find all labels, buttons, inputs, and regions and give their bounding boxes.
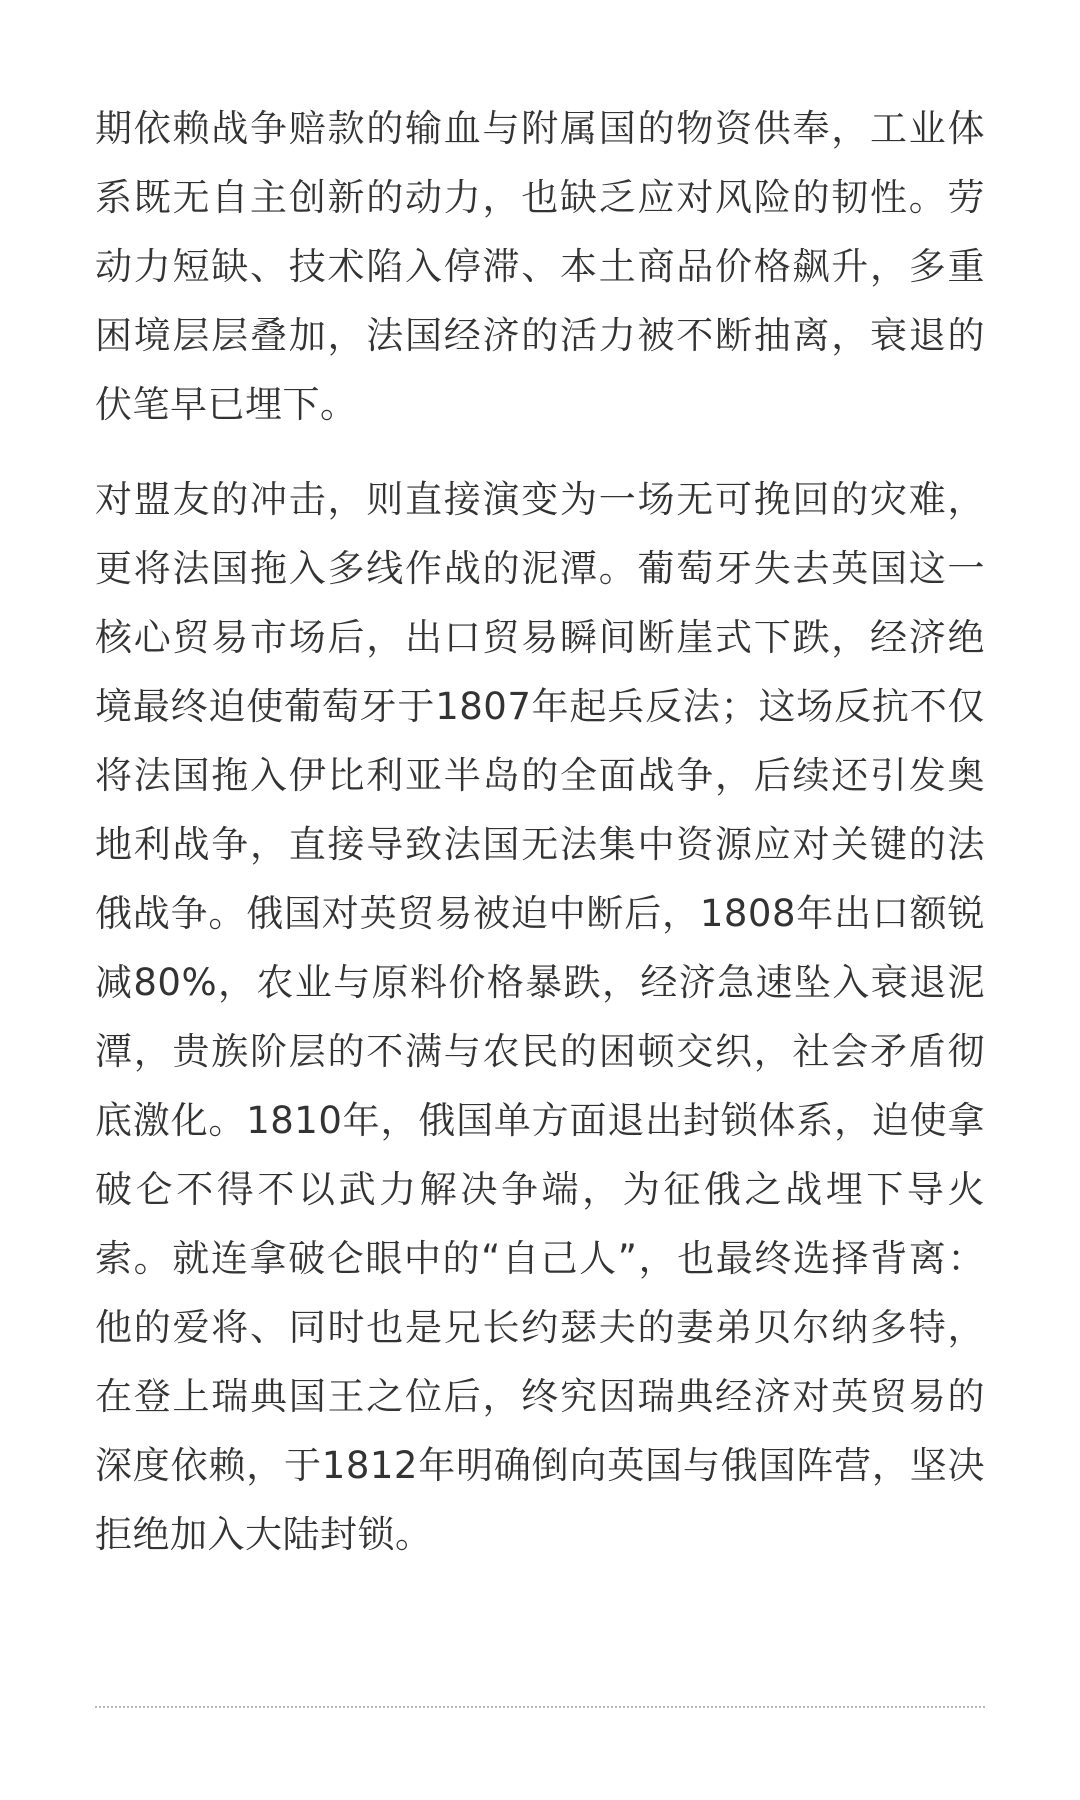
paragraph-economic-decline: 期依赖战争赔款的输血与附属国的物资供奉，工业体系既无自主创新的动力，也缺乏应对风险的韧性。劳动力短缺、技术陷入停滞、本土商品价格飙升，多重困境层层叠加，法国经济的活力被不断抽离，衰退的伏笔早已埋下。 bbox=[95, 107, 985, 426]
section-divider bbox=[95, 1706, 985, 1708]
paragraph-allies-impact: 对盟友的冲击，则直接演变为一场无可挽回的灾难，更将法国拖入多线作战的泥潭。葡萄牙失去英国这一核心贸易市场后，出口贸易瞬间断崖式下跌，经济绝境最终迫使葡萄牙于1807年起兵反法；这场反抗不仅将法国拖入伊比利亚半岛的全面战争，后续还引发奥地利战争，直接导致法国无法集中资源应对关键的法俄战争。俄国对英贸易被迫中断后，1808年出口额锐减80%，农业与原料价格暴跌，经济急速坠入衰退泥潭，贵族阶层的不满与农民的困顿交织，社会矛盾彻底激化。1810年，俄国单方面退出封锁体系，迫使拿破仑不得不以武力解决争端，为征俄之战埋下导火索。就连拿破仑眼中的“自己人”，也最终选择背离：他的爱将、同时也是兄长约瑟夫的妻弟贝尔纳多特，在登上瑞典国王之位后，终究因瑞典经济对英贸易的深度依赖，于1812年明确倒向英国与俄国阵营，坚决拒绝加入大陆封锁。 bbox=[95, 478, 985, 1556]
